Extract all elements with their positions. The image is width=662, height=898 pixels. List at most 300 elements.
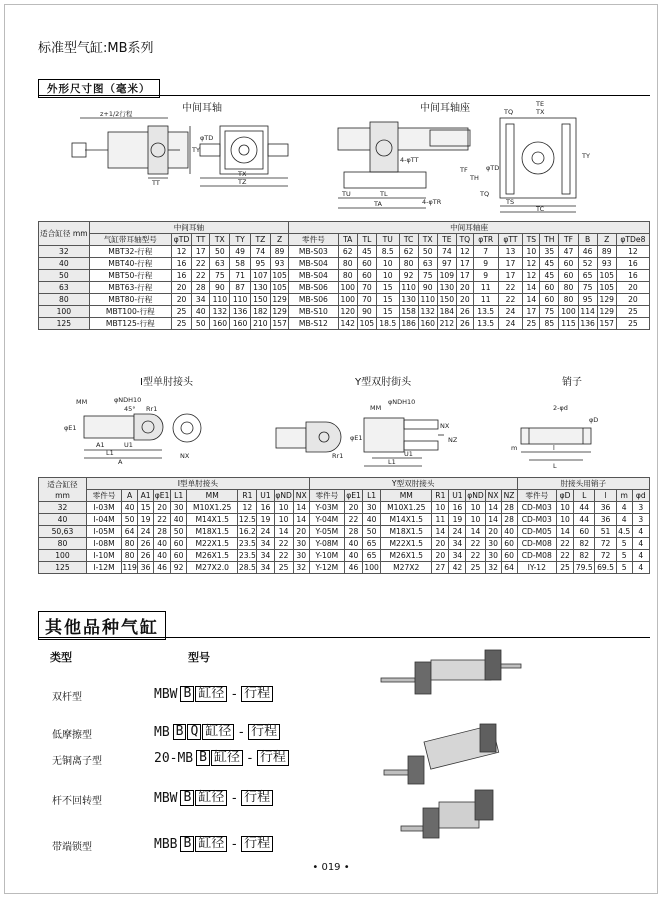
table-cell: MB-S06	[289, 282, 339, 294]
table-header: TZ	[250, 234, 270, 246]
table-cell: 129	[272, 295, 287, 304]
dim-label: φNDH10	[114, 396, 142, 404]
table-header: MM	[187, 490, 238, 502]
table-header: 气缸带耳轴型号	[89, 234, 171, 246]
table-cell: 10	[432, 502, 449, 514]
table-cell: 28	[154, 526, 171, 538]
table-cell: 12.5	[238, 515, 256, 524]
table-header: TT	[192, 234, 210, 246]
table-cell: MB-S03	[289, 246, 339, 258]
trunnion-seat-label: 中间耳轴座	[420, 103, 470, 114]
table-cell: 47	[559, 246, 578, 258]
table-cell: 34	[257, 562, 274, 574]
table-cell: M27X2.0	[187, 562, 238, 574]
table-cell: 26	[138, 550, 154, 562]
table-cell: 10	[523, 246, 540, 258]
table-cell: 22	[466, 538, 485, 550]
table-cell: 14	[485, 502, 501, 514]
table-cell: I-12M	[86, 562, 121, 574]
table-cell: 80	[122, 538, 138, 550]
table-cell: 100	[39, 306, 90, 318]
table-cell: 10	[376, 258, 399, 270]
table-cell: 212	[437, 318, 456, 330]
table-row	[39, 270, 650, 282]
type-column-header: 类型	[50, 651, 72, 664]
table-cell: 16	[171, 258, 191, 270]
dim-label: Rr1	[146, 405, 158, 413]
table-cell: M26X1.5	[381, 550, 432, 562]
cylinder-photo	[395, 780, 505, 850]
model-code-box: B	[180, 790, 194, 806]
table-cell: 26	[456, 306, 473, 318]
table-cell: 182	[250, 306, 270, 318]
table-header: Z	[271, 234, 289, 246]
table-header: 适合缸径 mm	[39, 478, 87, 502]
page-number: • 019 •	[312, 862, 350, 873]
pin-drawing	[505, 392, 605, 470]
model-code-box: 行程	[241, 686, 273, 702]
table-cell: CD-M08	[517, 550, 556, 562]
table-cell: 30	[293, 538, 309, 550]
table-cell: 22	[498, 282, 523, 294]
table-cell: 15	[138, 502, 154, 514]
other-section-title: 其他品种气缸	[38, 611, 166, 640]
table-cell: 40	[122, 502, 138, 514]
table-cell: MBT100-行程	[89, 306, 171, 318]
table-cell: 69.5	[595, 562, 616, 574]
table-cell: 129	[272, 307, 287, 316]
table-header: NX	[293, 490, 309, 502]
table-cell: 160	[230, 318, 250, 330]
table-row	[39, 294, 650, 306]
table-header: φD	[557, 490, 574, 502]
table-cell: 60	[540, 294, 559, 306]
table-cell: 13	[498, 246, 523, 258]
table-cell: I-05M	[86, 526, 121, 538]
table-header: R1	[432, 490, 449, 502]
table-cell: 22	[154, 514, 171, 526]
table-cell: 130	[437, 282, 456, 294]
table-cell: 89	[597, 246, 616, 258]
table-row	[39, 306, 650, 318]
table-cell: 50	[210, 246, 230, 258]
table-cell: 27	[432, 562, 449, 574]
table-header: TY	[230, 234, 250, 246]
table-cell: 7	[473, 246, 498, 258]
table-cell: 16	[616, 258, 649, 270]
table-header: Y型双肘接头	[309, 478, 517, 490]
table-cell: 35	[540, 246, 559, 258]
table-cell: 80	[338, 258, 357, 270]
table-cell: 40	[171, 514, 187, 526]
table-header: l	[595, 490, 616, 502]
table-cell: 50	[39, 270, 90, 282]
table-cell: 42	[449, 562, 466, 574]
table-header: TQ	[456, 234, 473, 246]
table-header: NX	[485, 490, 501, 502]
table-cell: 28	[344, 526, 362, 538]
table-cell: 20	[456, 282, 473, 294]
model-code-box: 缸径	[195, 836, 227, 852]
table-cell: 60	[540, 282, 559, 294]
table-header: MM	[381, 490, 432, 502]
table-cell: 20	[171, 282, 191, 294]
dim-label: 4-φTR	[422, 198, 442, 206]
table-cell: 50	[418, 246, 437, 258]
table-cell: 65	[363, 550, 381, 562]
table-cell: 107	[250, 270, 270, 282]
dim-label: TT	[152, 179, 160, 187]
table-cell: 32	[293, 562, 309, 574]
model-code-box: 缸径	[195, 686, 227, 702]
table-cell: IY-12	[517, 562, 556, 574]
dim-label: TX	[536, 108, 545, 116]
dim-label: φTD	[200, 134, 214, 142]
table-cell: 10	[274, 502, 293, 514]
table-cell: Y-03M	[309, 502, 344, 514]
table-cell: 80	[39, 538, 87, 550]
model-code-box: 行程	[241, 836, 273, 852]
table-header: 零件号	[289, 234, 339, 246]
table-row	[39, 502, 650, 514]
table-cell: 30	[293, 550, 309, 562]
table-cell: 60	[171, 538, 187, 550]
table-cell: M26X1.5	[187, 550, 238, 562]
cylinder-photo	[375, 646, 525, 696]
table-header: TC	[399, 234, 418, 246]
model-code	[152, 836, 273, 852]
table-header: TF	[559, 234, 578, 246]
table-header: NZ	[501, 490, 517, 502]
table-cell: 10	[557, 502, 574, 514]
trunnion-seat-drawing	[330, 100, 610, 215]
rod-end-spec-table	[38, 477, 650, 574]
table-cell: 16	[616, 270, 649, 282]
table-cell: 80	[559, 282, 578, 294]
table-cell: 105	[272, 271, 287, 280]
table-cell: 50	[363, 526, 381, 538]
table-header: B	[578, 234, 597, 246]
table-cell: 82	[574, 538, 595, 550]
clevis-drawing	[272, 392, 472, 470]
table-header: TL	[357, 234, 376, 246]
table-cell: M14X1.5	[187, 514, 238, 526]
table-cell: 5	[616, 538, 632, 550]
table-cell: 129	[597, 306, 616, 318]
table-cell: 9	[473, 270, 498, 282]
table-cell: 3	[632, 502, 649, 514]
model-code-box: Q	[187, 724, 201, 740]
table-cell: 184	[437, 306, 456, 318]
table-cell: 24	[449, 526, 466, 538]
table-cell: 30	[485, 538, 501, 550]
table-cell: 130	[399, 294, 418, 306]
table-cell: 142	[338, 318, 357, 330]
table-cell: 87	[230, 282, 250, 294]
table-cell: 4	[616, 502, 632, 514]
table-cell: 85	[540, 318, 559, 330]
table-cell: 63	[418, 258, 437, 270]
table-cell: 22	[557, 550, 574, 562]
table-cell: 34	[257, 538, 274, 550]
table-cell: 75	[210, 270, 230, 282]
table-cell: 26	[138, 538, 154, 550]
model-dash: -	[230, 686, 239, 702]
table-cell: 25	[557, 562, 574, 574]
table-cell: 71	[230, 270, 250, 282]
table-row	[39, 526, 650, 538]
table-cell: MBT125-行程	[89, 318, 171, 330]
table-cell: 26	[456, 318, 473, 330]
table-cell: 3	[632, 514, 649, 526]
table-cell: 25	[274, 562, 293, 574]
table-header: φE1	[154, 491, 170, 500]
table-cell: 14	[293, 514, 309, 526]
table-cell: 14	[523, 282, 540, 294]
table-cell: 34	[257, 550, 274, 562]
page-title: 标准型气缸:MB系列	[38, 41, 154, 56]
table-cell: 80	[559, 294, 578, 306]
table-cell: I-04M	[86, 514, 121, 526]
table-cell: 25	[523, 318, 540, 330]
table-cell: 4	[616, 514, 632, 526]
table-cell: 13.5	[473, 318, 498, 330]
table-cell: MB-S10	[289, 306, 339, 318]
table-cell: 157	[597, 318, 616, 330]
table-cell: 16	[257, 502, 274, 514]
dim-label: TF	[460, 166, 468, 174]
dim-label: TA	[374, 200, 382, 208]
table-header: m	[616, 490, 632, 502]
table-header: φTDe8	[616, 234, 649, 246]
table-cell: 97	[437, 258, 456, 270]
table-row	[39, 282, 650, 294]
table-cell: Y-04M	[309, 514, 344, 526]
table-cell: MB-S04	[289, 258, 339, 270]
table-cell: 22	[466, 550, 485, 562]
table-cell: 115	[559, 318, 578, 330]
cylinder-type-label: 杆不回转型	[52, 796, 102, 807]
table-cell: 80	[122, 550, 138, 562]
model-code	[152, 790, 273, 806]
table-cell: 110	[210, 294, 230, 306]
table-cell: 186	[399, 318, 418, 330]
rod-eye-label: I型单肘接头	[140, 377, 193, 388]
model-prefix: 20-MB	[154, 750, 194, 766]
table-cell: 11	[473, 282, 498, 294]
table-cell: M18X1.5	[187, 526, 238, 538]
table-cell: 32	[39, 502, 87, 514]
cylinder-photo	[380, 710, 540, 790]
model-code-box: 缸径	[202, 724, 234, 740]
dim-label: φE1	[350, 434, 363, 442]
pin-label: 销子	[562, 377, 582, 388]
dim-label: NX	[180, 452, 190, 460]
table-cell: 45	[540, 270, 559, 282]
table-cell: 10	[466, 502, 485, 514]
table-cell: 110	[399, 282, 418, 294]
table-header: L1	[363, 490, 381, 502]
table-header: 中间耳轴座	[289, 222, 650, 234]
table-cell: 12	[523, 270, 540, 282]
table-cell: 40	[344, 538, 362, 550]
dim-label: TX	[238, 170, 247, 178]
model-code-box: 缸径	[211, 750, 243, 766]
table-cell: 14	[466, 526, 485, 538]
table-cell: 120	[338, 306, 357, 318]
table-cell: 20	[616, 294, 649, 306]
table-cell: 130	[250, 282, 270, 294]
model-dash: -	[230, 836, 239, 852]
table-cell: 60	[357, 258, 376, 270]
table-cell: 22	[192, 258, 210, 270]
model-code-box: B	[180, 836, 194, 852]
table-cell: 136	[230, 306, 250, 318]
table-cell: 160	[210, 318, 230, 330]
dim-label: TS	[506, 198, 515, 206]
table-cell: 17	[523, 306, 540, 318]
table-cell: M10X1.25	[381, 502, 432, 514]
table-cell: 22	[274, 550, 293, 562]
table-cell: MB-S06	[289, 294, 339, 306]
table-cell: 44	[574, 514, 595, 526]
table-cell: 110	[230, 294, 250, 306]
table-cell: 24	[498, 306, 523, 318]
clevis-label: Y型双肘街头	[355, 377, 412, 388]
table-cell: 14	[485, 514, 501, 526]
table-row	[39, 258, 650, 270]
table-cell: 20	[344, 502, 362, 514]
table-cell: 30	[363, 502, 381, 514]
table-header: φE1	[346, 491, 361, 500]
dim-label: 2-φd	[553, 404, 568, 412]
table-cell: 80	[399, 258, 418, 270]
dim-label: A	[118, 458, 123, 466]
table-cell: 9	[473, 258, 498, 270]
dim-label: Rr1	[332, 452, 344, 460]
section-label: 外形尺寸图（毫米）	[38, 79, 160, 98]
table-cell: 17	[456, 258, 473, 270]
table-cell: 125	[39, 562, 87, 574]
table-cell: MBT32-行程	[89, 246, 171, 258]
table-cell: 105	[597, 270, 616, 282]
table-cell: 40	[363, 514, 381, 526]
table-cell: M27X2	[381, 562, 432, 574]
table-header: U1	[449, 490, 466, 502]
table-cell: CD-M03	[517, 514, 556, 526]
table-cell: MB-S12	[289, 318, 339, 330]
table-cell: 10	[274, 514, 293, 526]
table-cell: 36	[595, 502, 616, 514]
table-cell: 18.5	[376, 318, 399, 330]
model-prefix: MBW	[154, 686, 178, 702]
table-header: φTT	[498, 234, 523, 246]
table-cell: 63	[39, 282, 90, 294]
dim-label: TL	[380, 190, 388, 198]
table-cell: 105	[272, 283, 287, 292]
table-cell: MBT63-行程	[89, 282, 171, 294]
table-row	[39, 318, 650, 330]
table-cell: 89	[271, 246, 289, 258]
dim-label: NX	[440, 422, 450, 430]
table-cell: 23.5	[238, 551, 256, 560]
table-cell: CD-M03	[517, 502, 556, 514]
table-cell: 24	[257, 526, 274, 538]
dim-label: φNDH10	[388, 398, 416, 406]
dim-label: TU	[342, 190, 351, 198]
table-cell: 10	[376, 270, 399, 282]
table-header: I型单肘接头	[86, 478, 309, 490]
dim-label: φTD	[486, 164, 500, 172]
table-cell: 10	[466, 514, 485, 526]
table-cell: 20	[154, 502, 171, 514]
table-cell: Y-08M	[309, 538, 344, 550]
table-header: 零件号	[86, 490, 121, 502]
table-cell: 16	[449, 502, 466, 514]
table-cell: 64	[501, 562, 517, 574]
table-cell: 22	[192, 270, 210, 282]
table-cell: 90	[210, 282, 230, 294]
table-cell: 28	[501, 502, 517, 514]
table-cell: 90	[418, 282, 437, 294]
table-cell: 13.5	[473, 306, 498, 318]
table-cell: 17	[192, 246, 210, 258]
model-code	[152, 686, 273, 702]
table-cell: 62	[338, 246, 357, 258]
table-cell: Y-12M	[309, 562, 344, 574]
table-cell: 12	[238, 502, 257, 514]
table-cell: 60	[501, 550, 517, 562]
table-cell: M10X1.25	[187, 502, 238, 514]
table-header: 适合缸径 mm	[39, 222, 90, 246]
table-cell: 44	[574, 502, 595, 514]
table-cell: 82	[574, 550, 595, 562]
table-cell: MB-S04	[289, 270, 339, 282]
table-cell: MBT40-行程	[89, 258, 171, 270]
table-cell: 93	[271, 258, 289, 270]
table-cell: 60	[357, 270, 376, 282]
dim-label: A1	[96, 441, 105, 449]
table-cell: 100	[338, 282, 357, 294]
cylinder-type-label: 低摩擦型	[52, 730, 92, 741]
dim-label: MM	[370, 404, 382, 412]
table-cell: 36	[595, 514, 616, 526]
table-cell: 17	[498, 258, 523, 270]
cylinder-type-label: 双杆型	[52, 692, 82, 703]
table-cell: CD-M05	[517, 526, 556, 538]
table-cell: 24	[498, 318, 523, 330]
table-cell: 5	[616, 550, 632, 562]
table-cell: 40	[154, 538, 171, 550]
table-header: A1	[138, 490, 154, 502]
table-cell: 93	[597, 258, 616, 270]
table-cell: 17	[456, 270, 473, 282]
table-cell: 20	[485, 526, 501, 538]
trunnion-label: 中间耳轴	[182, 103, 222, 114]
trunnion-drawing	[60, 110, 310, 195]
table-cell: 80	[39, 294, 90, 306]
table-cell: I-08M	[86, 538, 121, 550]
table-cell: 157	[272, 319, 287, 328]
table-cell: 90	[357, 306, 376, 318]
dim-label: L	[553, 462, 557, 470]
table-cell: 100	[39, 550, 87, 562]
table-header: TX	[418, 234, 437, 246]
table-cell: M22X1.5	[381, 538, 432, 550]
table-cell: 30	[485, 550, 501, 562]
model-prefix: MBB	[154, 836, 178, 852]
dim-label: L1	[106, 449, 114, 457]
